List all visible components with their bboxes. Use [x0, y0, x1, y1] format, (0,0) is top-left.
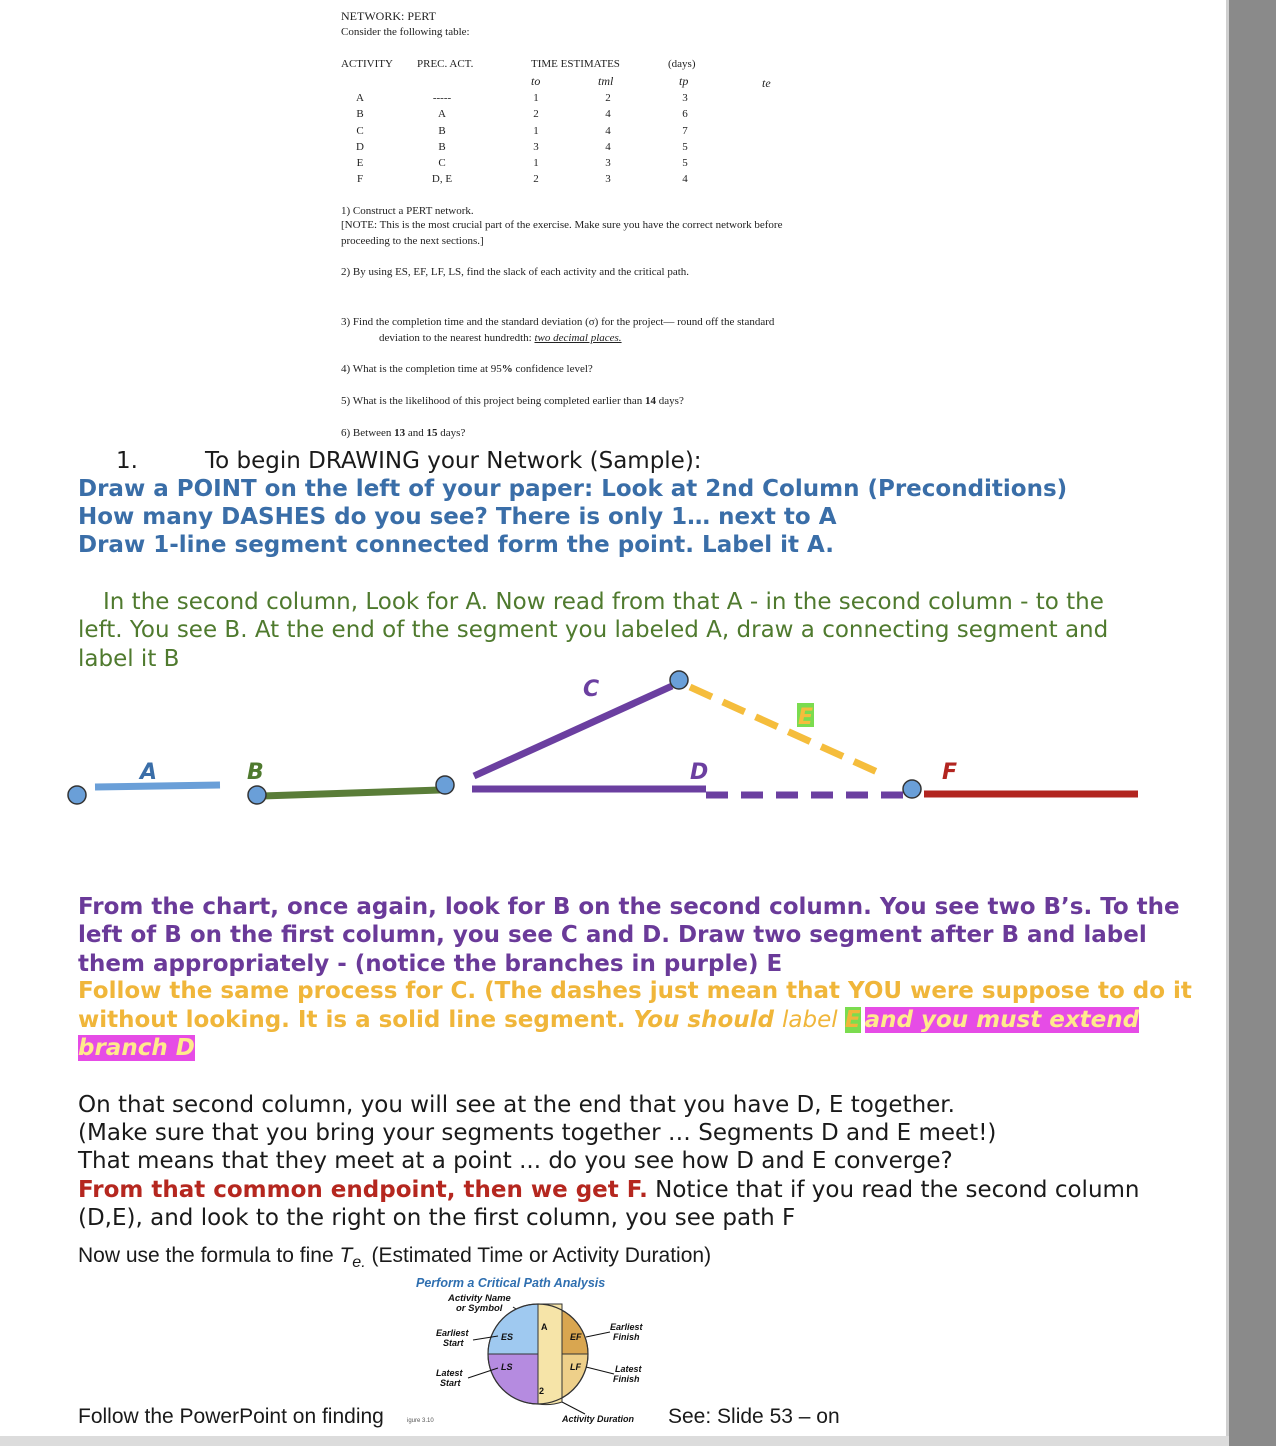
figure-duration-value: 2: [539, 1386, 545, 1396]
figure-activity-name: Activity Name: [448, 1293, 511, 1304]
formula-text-post: (Estimated Time or Activity Duration): [365, 1244, 712, 1267]
table-cell: 3: [533, 140, 539, 153]
figure-earliest-start-2: Start: [443, 1338, 464, 1348]
branch-d-highlight: branch D: [78, 1035, 195, 1061]
table-cell: B: [438, 140, 446, 153]
sym-tp: tp: [679, 74, 689, 88]
table-cell: 5: [682, 140, 688, 153]
follow-text: Follow the PowerPoint on finding: [78, 1405, 384, 1428]
formula-line: [78, 1244, 711, 1272]
formula-text: Now use the formula to fine: [78, 1244, 340, 1267]
table-cell: B: [438, 124, 446, 137]
q6-bold-2: 15: [426, 427, 438, 439]
question-3b-text: deviation to the nearest hundredth:: [379, 332, 535, 344]
q5-text: 5) What is the likelihood of this project being completed earlier than: [341, 395, 646, 407]
question-5: [341, 395, 684, 407]
figure-title: Perform a Critical Path Analysis: [416, 1276, 606, 1290]
black-line-3: That means that they meet at a point ... do you see how D and E converge?: [78, 1148, 953, 1174]
table-cell: 7: [682, 124, 688, 137]
sym-te: te: [762, 76, 771, 90]
figure-ef: EF: [570, 1332, 582, 1342]
pert-network-drawing: [0, 665, 1276, 825]
node-c-end: [670, 671, 688, 689]
table-cell: 1: [533, 124, 539, 137]
figure-earliest-finish-2: Finish: [613, 1332, 640, 1342]
q6-text: 6) Between: [341, 427, 395, 439]
figure-or-symbol: or Symbol: [456, 1303, 503, 1314]
segment-c: [474, 686, 672, 776]
to-column: [526, 90, 546, 188]
table-cell: 1: [533, 157, 539, 170]
table-cell: C: [356, 124, 364, 137]
gold-line-2-text: without looking. It is a solid line segment.: [78, 1007, 634, 1033]
table-cell: 3: [605, 157, 611, 170]
black-line-5: (D,E), and look to the right on the first column, you see path F: [78, 1205, 796, 1231]
table-cell: 1: [533, 92, 539, 104]
figure-latest-finish-1: Latest: [615, 1364, 642, 1374]
question-3b: [379, 332, 622, 344]
gold-line-2: [78, 1006, 1139, 1035]
table-cell: 3: [605, 173, 611, 186]
activity-column: [348, 90, 372, 188]
question-1-note-a: [NOTE: This is the most crucial part of the exercise. Make sure you have the correct network before: [341, 219, 783, 231]
green-line-2: left. You see B. At the end of the segment you labeled A, draw a connecting segment and: [78, 617, 1109, 643]
table-cell: 4: [605, 108, 611, 121]
see-slide-text: See: Slide 53 – on: [668, 1405, 840, 1428]
figure-latest-start-2: Start: [440, 1378, 461, 1388]
table-cell: 4: [605, 140, 611, 153]
question-3a: 3) Find the completion time and the standard deviation (σ) for the project— round off the standard: [341, 316, 775, 328]
blue-line-3: Draw 1-line segment connected form the point. Label it A.: [78, 532, 835, 558]
segment-a: [95, 785, 220, 787]
q6-text-post: days?: [437, 427, 466, 439]
tml-column: [598, 90, 618, 188]
page-bottom-edge: [0, 1436, 1229, 1446]
label-d: D: [690, 760, 709, 785]
table-cell: 5: [682, 157, 688, 170]
black-line-4-text: Notice that if you read the second column: [647, 1177, 1140, 1203]
sym-to: to: [531, 74, 541, 88]
q5-text-post: days?: [656, 395, 684, 407]
segment-e: [690, 687, 886, 776]
question-2: 2) By using ES, EF, LF, LS, find the slack of each activity and the critical path.: [341, 266, 690, 278]
label-b: B: [247, 760, 264, 785]
prec-column: [422, 90, 462, 188]
tp-column: [675, 90, 695, 188]
purple-line-1: From the chart, once again, look for B on the second column. You see two B’s. To the: [78, 894, 1180, 920]
figure-latest-start-1: Latest: [436, 1368, 463, 1378]
step-number: 1.: [116, 448, 138, 474]
figure-earliest-finish-1: Earliest: [610, 1322, 643, 1332]
label-c: C: [583, 677, 600, 702]
step-title: To begin DRAWING your Network (Sample):: [205, 448, 702, 474]
q4-text: 4) What is the completion time at 95: [341, 363, 502, 375]
label-a: A: [140, 760, 158, 785]
table-cell: A: [356, 92, 364, 104]
label-e: E: [798, 705, 814, 730]
table-cell: D, E: [431, 173, 453, 186]
table-cell: C: [438, 157, 446, 170]
sym-tml: tml: [598, 74, 614, 88]
figure-a: A: [541, 1322, 548, 1332]
figure-caption: igure 3.10: [407, 1418, 434, 1424]
col-prec-header: PREC. ACT.: [417, 58, 474, 70]
gold-line-2-e-highlight: E: [844, 1007, 861, 1033]
table-cell: 4: [682, 173, 688, 186]
q6-bold-1: 13: [394, 427, 406, 439]
label-f: F: [942, 760, 958, 785]
table-cell: D: [356, 140, 364, 153]
table-cell: 2: [605, 92, 611, 104]
q5-bold: 14: [645, 395, 657, 407]
q4-text-post: confidence level?: [512, 363, 593, 375]
table-cell: 2: [533, 173, 539, 186]
question-1: 1) Construct a PERT network.: [341, 205, 474, 217]
figure-latest-finish-2: Finish: [613, 1374, 640, 1384]
figure-earliest-start-1: Earliest: [436, 1328, 469, 1338]
black-line-2: (Make sure that you bring your segments together … Segments D and E meet!): [78, 1120, 997, 1146]
blue-line-2: How many DASHES do you see? There is only 1… next to A: [78, 504, 837, 530]
question-1-note-b: proceeding to the next sections.]: [341, 235, 484, 247]
node-d-e-merge: [903, 780, 921, 798]
blue-line-1: Draw a POINT on the left of your paper: Look at 2nd Column (Preconditions): [78, 476, 1068, 502]
node-b-end: [436, 776, 454, 794]
col-days-header: (days): [668, 58, 696, 70]
pert-node-figure: [407, 1274, 655, 1429]
figure-es: ES: [501, 1332, 514, 1342]
purple-line-2: left of B on the first column, you see C and D. Draw two segment after B and label: [78, 922, 1147, 948]
question-3b-emphasis: two decimal places.: [534, 332, 622, 344]
q4-bold: %: [501, 363, 513, 375]
gold-line-2-extend-highlight: and you must extend: [864, 1007, 1140, 1033]
black-line-1: On that second column, you will see at the end that you have D, E together.: [78, 1092, 955, 1118]
col-time-header: TIME ESTIMATES: [531, 58, 620, 70]
figure-ls: LS: [501, 1362, 513, 1372]
gold-line-1: Follow the same process for C. (The dashes just mean that YOU were suppose to do it: [78, 978, 1192, 1004]
figure-lf: LF: [570, 1362, 581, 1372]
figure-activity-duration: Activity Duration: [562, 1414, 635, 1424]
green-line-3: label it B: [78, 646, 180, 672]
table-cell: E: [356, 157, 364, 170]
table-cell: A: [438, 108, 446, 121]
doc-subtitle: Consider the following table:: [341, 26, 470, 38]
table-cell: B: [356, 108, 364, 121]
gold-line-3: [78, 1034, 195, 1063]
node-a-b: [248, 786, 266, 804]
table-cell: 4: [605, 124, 611, 137]
red-text: From that common endpoint, then we get F.: [78, 1177, 648, 1203]
doc-title: NETWORK: PERT: [341, 9, 436, 23]
col-activity-header: ACTIVITY: [341, 58, 393, 70]
table-cell: 3: [682, 92, 688, 104]
question-4: [341, 363, 593, 375]
purple-line-3: them appropriately - (notice the branches in purple) E: [78, 951, 783, 977]
segment-b: [262, 790, 440, 796]
table-cell: 6: [682, 108, 688, 121]
question-6: [341, 427, 465, 439]
gold-line-2-italic: You should: [633, 1007, 782, 1033]
formula-sub: e.: [352, 1254, 366, 1272]
gold-line-2-label: label: [781, 1007, 845, 1033]
formula-t: T: [339, 1244, 353, 1267]
green-line-1: In the second column, Look for A. Now read from that A - in the second column - to the: [103, 589, 1104, 615]
q6-text-mid: and: [405, 427, 427, 439]
table-cell: 2: [533, 108, 539, 121]
node-start: [68, 786, 86, 804]
table-cell: -----: [432, 92, 452, 104]
black-line-4: [78, 1176, 1140, 1205]
table-cell: F: [356, 173, 364, 186]
pert-node-diagram: [407, 1274, 655, 1429]
